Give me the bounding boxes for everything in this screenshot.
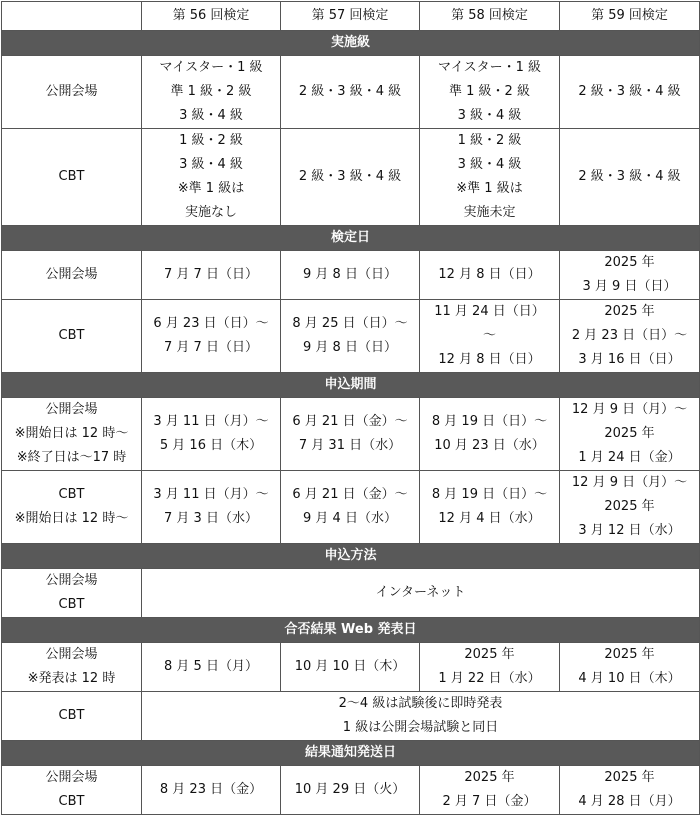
cell-line: 実施なし	[184, 205, 237, 220]
table-row	[2, 398, 700, 471]
cell-line: 3 級・4 級	[179, 157, 243, 172]
cell-line: 2025 年	[604, 499, 655, 514]
data-cell	[281, 643, 420, 692]
table-row	[2, 766, 700, 815]
cell-line: 2025 年	[604, 255, 655, 270]
cell-line: ※終了日は～17 時	[16, 450, 127, 465]
section-header-row	[2, 31, 700, 56]
cell-line: 準 1 級・2 級	[170, 84, 252, 99]
section-header-row	[2, 226, 700, 251]
data-cell	[560, 300, 700, 373]
data-cell	[142, 398, 281, 471]
cell-line: 2 月 23 日（日）～	[571, 328, 688, 343]
cell-line: 8 月 5 日（月）	[164, 659, 258, 674]
data-cell	[560, 251, 700, 300]
section-title: 実施級	[2, 31, 700, 56]
data-cell	[420, 251, 560, 300]
section-title: 検定日	[2, 226, 700, 251]
table-row	[2, 251, 700, 300]
header-exam-58: 第 58 回検定	[420, 2, 560, 31]
cell-line: 3 級・4 級	[179, 108, 243, 123]
data-cell	[142, 643, 281, 692]
data-cell	[560, 129, 700, 226]
cell-line: 10 月 10 日（木）	[294, 659, 406, 674]
cell-line: 2025 年	[604, 770, 655, 785]
row-label	[2, 56, 142, 129]
row-label	[2, 398, 142, 471]
cell-line: 1 級・2 級	[457, 133, 522, 148]
cell-line: 3 級・4 級	[457, 157, 522, 172]
cell-line: CBT	[58, 794, 85, 809]
table-row	[2, 569, 700, 618]
cell-line: 12 月 8 日（日）	[438, 352, 541, 367]
cell-line: 2025 年	[604, 647, 655, 662]
cell-line: 9 月 8 日（日）	[303, 340, 397, 355]
data-cell	[281, 129, 420, 226]
cell-line: CBT	[58, 597, 85, 612]
cell-line: 公開会場	[45, 573, 98, 588]
table-row	[2, 692, 700, 741]
header-exam-57: 第 57 回検定	[281, 2, 420, 31]
data-cell	[420, 56, 560, 129]
data-cell	[420, 766, 560, 815]
data-cell	[281, 766, 420, 815]
cell-line: CBT	[58, 328, 85, 343]
cell-line: ※準 1 級は	[456, 181, 523, 196]
cell-line: 2～4 級は試験後に即時発表	[338, 696, 503, 711]
data-cell	[560, 471, 700, 544]
merged-cell	[142, 692, 700, 741]
cell-line: 3 月 11 日（月）～	[153, 414, 269, 429]
cell-line: ※発表は 12 時	[27, 671, 116, 686]
row-label	[2, 766, 142, 815]
cell-line: インターネット	[375, 585, 466, 600]
section-title: 結果通知発送日	[2, 741, 700, 766]
cell-line: 公開会場	[45, 84, 98, 99]
cell-line: マイスター・1 級	[159, 60, 263, 75]
data-cell	[560, 766, 700, 815]
data-cell	[142, 129, 281, 226]
section-header-row	[2, 544, 700, 569]
section-title: 合否結果 Web 発表日	[2, 618, 700, 643]
cell-line: 3 級・4 級	[457, 108, 522, 123]
data-cell	[560, 56, 700, 129]
data-cell	[420, 398, 560, 471]
cell-line: 準 1 級・2 級	[449, 84, 530, 99]
data-cell	[560, 643, 700, 692]
cell-line: 6 月 21 日（金）～	[292, 414, 408, 429]
cell-line: 2 級・3 級・4 級	[298, 169, 402, 184]
cell-line: 2025 年	[464, 770, 515, 785]
exam-schedule-table	[1, 1, 700, 815]
row-label	[2, 129, 142, 226]
data-cell	[420, 471, 560, 544]
cell-line: 3 月 11 日（月）～	[153, 487, 269, 502]
data-cell	[281, 251, 420, 300]
row-label	[2, 569, 142, 618]
cell-line: 8 月 19 日（日）～	[431, 487, 548, 502]
cell-line: ～	[482, 328, 496, 343]
cell-line: 2025 年	[604, 426, 655, 441]
cell-line: 3 月 16 日（日）	[578, 352, 681, 367]
cell-line: 1 月 22 日（水）	[438, 671, 541, 686]
cell-line: 2025 年	[604, 304, 655, 319]
data-cell	[142, 471, 281, 544]
data-cell	[281, 471, 420, 544]
cell-line: 3 月 9 日（日）	[582, 279, 677, 294]
cell-line: 1 月 24 日（金）	[578, 450, 681, 465]
column-header-row	[2, 2, 700, 31]
cell-line: 2 級・3 級・4 級	[298, 84, 402, 99]
section-header-row	[2, 618, 700, 643]
cell-line: 公開会場	[45, 267, 98, 282]
cell-line: 12 月 9 日（月）～	[571, 402, 688, 417]
cell-line: 9 月 8 日（日）	[303, 267, 397, 282]
row-label	[2, 251, 142, 300]
cell-line: 8 月 23 日（金）	[159, 782, 263, 797]
cell-line: CBT	[58, 169, 85, 184]
cell-line: 6 月 21 日（金）～	[292, 487, 408, 502]
cell-line: 4 月 28 日（月）	[578, 794, 681, 809]
cell-line: 4 月 10 日（木）	[578, 671, 681, 686]
header-exam-56: 第 56 回検定	[142, 2, 281, 31]
header-corner-cell	[2, 2, 142, 31]
cell-line: 12 月 9 日（月）～	[571, 475, 688, 490]
cell-line: 8 月 25 日（日）～	[292, 316, 408, 331]
data-cell	[142, 766, 281, 815]
cell-line: 7 月 7 日（日）	[164, 340, 258, 355]
header-exam-59: 第 59 回検定	[560, 2, 700, 31]
table-row	[2, 129, 700, 226]
cell-line: 公開会場	[45, 770, 98, 785]
cell-line: CBT	[58, 487, 85, 502]
data-cell	[420, 300, 560, 373]
data-cell	[142, 56, 281, 129]
cell-line: ※開始日は 12 時～	[14, 426, 129, 441]
table-row	[2, 56, 700, 129]
data-cell	[281, 56, 420, 129]
section-title: 申込方法	[2, 544, 700, 569]
data-cell	[142, 251, 281, 300]
cell-line: 2 級・3 級・4 級	[578, 84, 681, 99]
cell-line: CBT	[58, 708, 85, 723]
data-cell	[420, 643, 560, 692]
cell-line: 1 級は公開会場試験と同日	[342, 720, 499, 735]
data-cell	[560, 398, 700, 471]
cell-line: 12 月 4 日（水）	[438, 511, 541, 526]
cell-line: 10 月 29 日（火）	[294, 782, 406, 797]
cell-line: 10 月 23 日（水）	[434, 438, 545, 453]
data-cell	[281, 398, 420, 471]
schedule-body	[2, 31, 700, 815]
cell-line: 7 月 7 日（日）	[164, 267, 258, 282]
cell-line: 11 月 24 日（日）	[434, 304, 545, 319]
cell-line: ※準 1 級は	[177, 181, 245, 196]
cell-line: 5 月 16 日（木）	[159, 438, 263, 453]
row-label	[2, 692, 142, 741]
cell-line: 7 月 31 日（水）	[298, 438, 402, 453]
row-label	[2, 643, 142, 692]
cell-line: 2 月 7 日（金）	[442, 794, 537, 809]
row-label	[2, 471, 142, 544]
merged-cell	[142, 569, 700, 618]
cell-line: 7 月 3 日（水）	[164, 511, 258, 526]
cell-line: 公開会場	[45, 647, 98, 662]
section-title: 申込期間	[2, 373, 700, 398]
cell-line: 3 月 12 日（水）	[578, 523, 681, 538]
cell-line: 1 級・2 級	[179, 133, 243, 148]
table-row	[2, 643, 700, 692]
data-cell	[420, 129, 560, 226]
cell-line: 6 月 23 日（日）～	[153, 316, 269, 331]
cell-line: ※開始日は 12 時～	[14, 511, 129, 526]
cell-line: 公開会場	[45, 402, 98, 417]
section-header-row	[2, 741, 700, 766]
cell-line: マイスター・1 級	[437, 60, 541, 75]
data-cell	[281, 300, 420, 373]
row-label	[2, 300, 142, 373]
table-row	[2, 300, 700, 373]
cell-line: 8 月 19 日（日）～	[431, 414, 548, 429]
cell-line: 9 月 4 日（水）	[303, 511, 397, 526]
section-header-row	[2, 373, 700, 398]
cell-line: 実施未定	[463, 205, 516, 220]
data-cell	[142, 300, 281, 373]
table-row	[2, 471, 700, 544]
cell-line: 2025 年	[464, 647, 515, 662]
cell-line: 12 月 8 日（日）	[438, 267, 541, 282]
cell-line: 2 級・3 級・4 級	[578, 169, 681, 184]
